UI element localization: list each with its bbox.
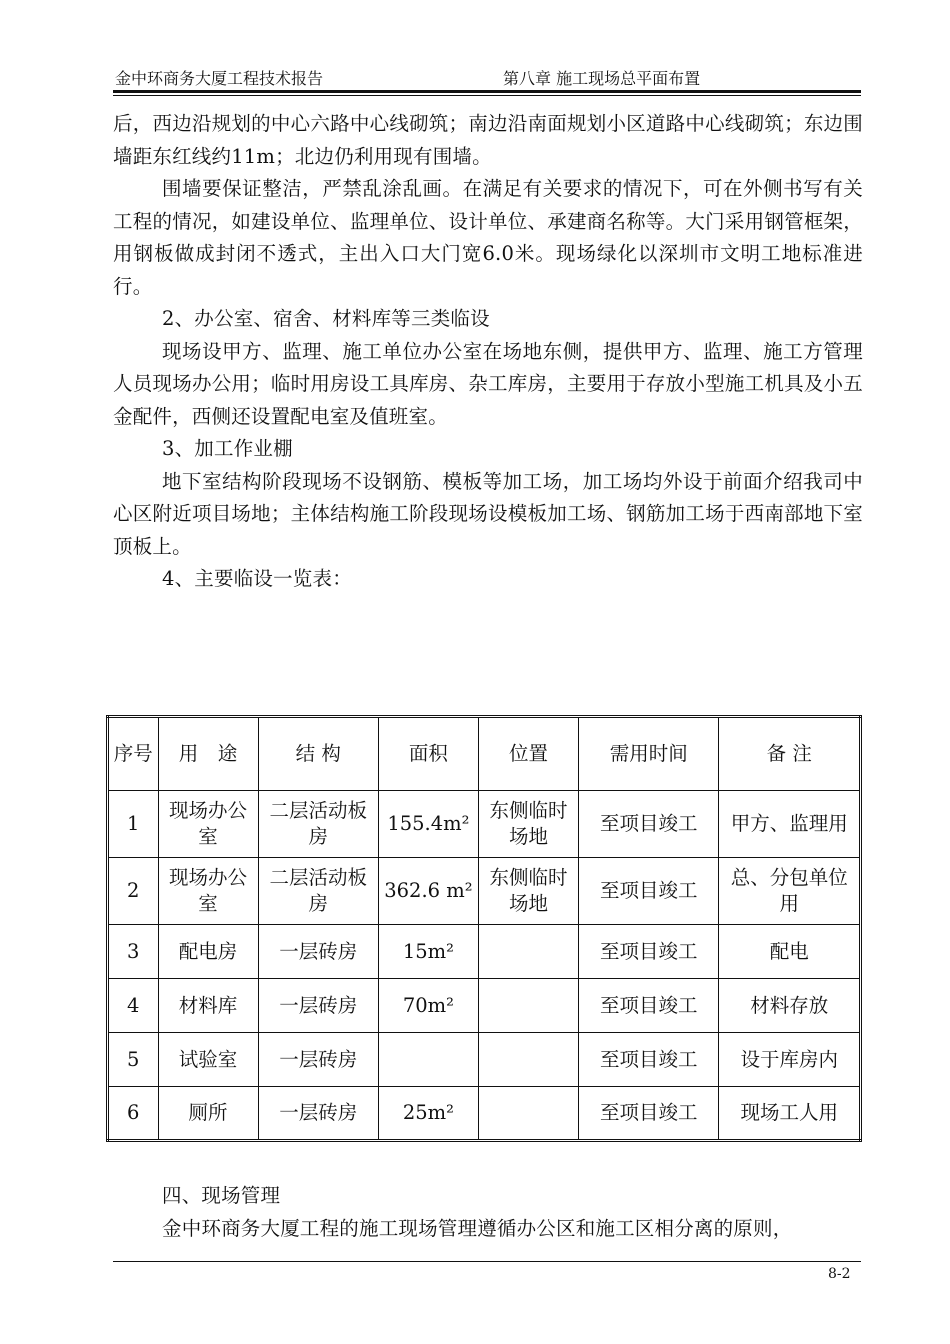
table-cell: 至项目竣工 bbox=[578, 979, 718, 1033]
table-cell bbox=[478, 1033, 578, 1087]
section-after-table bbox=[113, 1180, 863, 1245]
table-cell: 配电房 bbox=[158, 925, 258, 979]
table-header-cell: 结 构 bbox=[258, 717, 378, 791]
table-cell: 试验室 bbox=[158, 1033, 258, 1087]
table-row bbox=[108, 979, 861, 1033]
header-rule-thick bbox=[113, 90, 861, 93]
table-cell: 东侧临时场地 bbox=[478, 791, 578, 858]
table-header-cell: 用 途 bbox=[158, 717, 258, 791]
table-header-cell: 面积 bbox=[378, 717, 478, 791]
table-cell: 15m² bbox=[378, 925, 478, 979]
table-header-cell: 序号 bbox=[108, 717, 159, 791]
table-cell: 设于库房内 bbox=[719, 1033, 861, 1087]
table-cell: 一层砖房 bbox=[258, 1033, 378, 1087]
table-cell: 至项目竣工 bbox=[578, 858, 718, 925]
table-cell: 155.4m² bbox=[378, 791, 478, 858]
body-text bbox=[113, 108, 863, 596]
table-header-cell: 备 注 bbox=[719, 717, 861, 791]
paragraph: 围墙要保证整洁，严禁乱涂乱画。在满足有关要求的情况下，可在外侧书写有关工程的情况，如建设单位、监理单位、设计单位、承建商名称等。大门采用钢管框架，用钢板做成封闭不透式，主出入口大门宽6.0米。现场绿化以深圳市文明工地标准进行。 bbox=[113, 177, 863, 298]
table-cell: 一层砖房 bbox=[258, 925, 378, 979]
table-row bbox=[108, 1033, 861, 1087]
table-cell: 1 bbox=[108, 791, 159, 858]
table-cell bbox=[478, 925, 578, 979]
subheading: 3、加工作业棚 bbox=[162, 437, 293, 460]
table-cell: 厕所 bbox=[158, 1087, 258, 1141]
table-row bbox=[108, 925, 861, 979]
table-cell: 二层活动板房 bbox=[258, 791, 378, 858]
table-row bbox=[108, 858, 861, 925]
table-row bbox=[108, 791, 861, 858]
paragraph: 现场设甲方、监理、施工单位办公室在场地东侧，提供甲方、监理、施工方管理人员现场办公用；临时用房设工具库房、杂工库房，主要用于存放小型施工机具及小五金配件，西侧还设置配电室及值班室。 bbox=[113, 339, 863, 428]
table-cell: 二层活动板房 bbox=[258, 858, 378, 925]
table-cell: 70m² bbox=[378, 979, 478, 1033]
subheading: 4、主要临设一览表： bbox=[162, 567, 352, 590]
table-cell bbox=[478, 979, 578, 1033]
table-cell: 5 bbox=[108, 1033, 159, 1087]
table-cell: 2 bbox=[108, 858, 159, 925]
footer-rule bbox=[113, 1261, 861, 1262]
table-cell: 一层砖房 bbox=[258, 1087, 378, 1141]
table-cell bbox=[478, 1087, 578, 1141]
table-cell: 总、分包单位用 bbox=[719, 858, 861, 925]
table-header-cell: 位置 bbox=[478, 717, 578, 791]
table-cell: 至项目竣工 bbox=[578, 925, 718, 979]
table-cell: 至项目竣工 bbox=[578, 1033, 718, 1087]
table-cell: 25m² bbox=[378, 1087, 478, 1141]
table-header-cell: 需用时间 bbox=[578, 717, 718, 791]
table-row bbox=[108, 1087, 861, 1141]
page-header bbox=[113, 62, 861, 92]
table-cell: 东侧临时场地 bbox=[478, 858, 578, 925]
table-cell: 现场办公室 bbox=[158, 791, 258, 858]
table-cell: 6 bbox=[108, 1087, 159, 1141]
header-chapter: 第八章 施工现场总平面布置 bbox=[503, 69, 701, 88]
paragraph: 地下室结构阶段现场不设钢筋、模板等加工场，加工场均外设于前面介绍我司中心区附近项目场地；主体结构施工阶段现场设模板加工场、钢筋加工场于西南部地下室顶板上。 bbox=[113, 469, 863, 558]
section-title: 四、现场管理 bbox=[162, 1184, 281, 1207]
table-cell: 现场办公室 bbox=[158, 858, 258, 925]
table-cell: 3 bbox=[108, 925, 159, 979]
header-doc-title: 金中环商务大厦工程技术报告 bbox=[115, 69, 324, 88]
table-cell: 一层砖房 bbox=[258, 979, 378, 1033]
table-cell: 甲方、监理用 bbox=[719, 791, 861, 858]
table-cell: 至项目竣工 bbox=[578, 1087, 718, 1141]
header-rule-thin bbox=[113, 95, 861, 96]
table-cell: 362.6 m² bbox=[378, 858, 478, 925]
table-cell bbox=[378, 1033, 478, 1087]
table-cell: 至项目竣工 bbox=[578, 791, 718, 858]
subheading: 2、办公室、宿舍、材料库等三类临设 bbox=[162, 307, 490, 330]
table-cell: 材料库 bbox=[158, 979, 258, 1033]
table-cell: 4 bbox=[108, 979, 159, 1033]
table-cell: 配电 bbox=[719, 925, 861, 979]
page-number: 8-2 bbox=[828, 1266, 851, 1282]
table-cell: 材料存放 bbox=[719, 979, 861, 1033]
table-cell: 现场工人用 bbox=[719, 1087, 861, 1141]
facilities-table bbox=[106, 715, 862, 1142]
table-header-row bbox=[108, 717, 861, 791]
paragraph: 金中环商务大厦工程的施工现场管理遵循办公区和施工区相分离的原则， bbox=[162, 1216, 793, 1240]
paragraph: 后，西边沿规划的中心六路中心线砌筑；南边沿南面规划小区道路中心线砌筑；东边围墙距东红线约11m；北边仍利用现有围墙。 bbox=[113, 112, 863, 168]
